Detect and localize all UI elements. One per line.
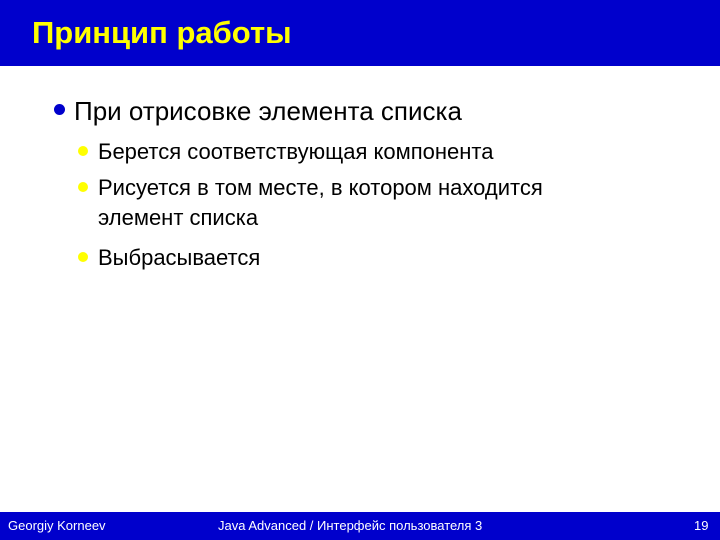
sub-bullet-text: Рисуется в том месте, в котором находится (98, 175, 543, 200)
sub-bullet-icon (78, 182, 88, 192)
page-number: 19 (694, 518, 709, 533)
main-bullet-text: При отрисовке элемента списка (74, 96, 462, 126)
sub-bullet-text: Выбрасывается (98, 245, 261, 270)
footer-author: Georgiy Korneev (8, 518, 106, 533)
sub-bullet-text: Берется соответствующая компонента (98, 139, 494, 164)
sub-bullet-text-continuation: элемент списка (98, 205, 259, 230)
main-bullet-icon (54, 104, 65, 115)
footer-course: Java Advanced / Интерфейс пользователя 3 (218, 518, 483, 533)
sub-bullet-icon (78, 252, 88, 262)
sub-bullet-icon (78, 146, 88, 156)
slide-title: Принцип работы (32, 15, 292, 50)
